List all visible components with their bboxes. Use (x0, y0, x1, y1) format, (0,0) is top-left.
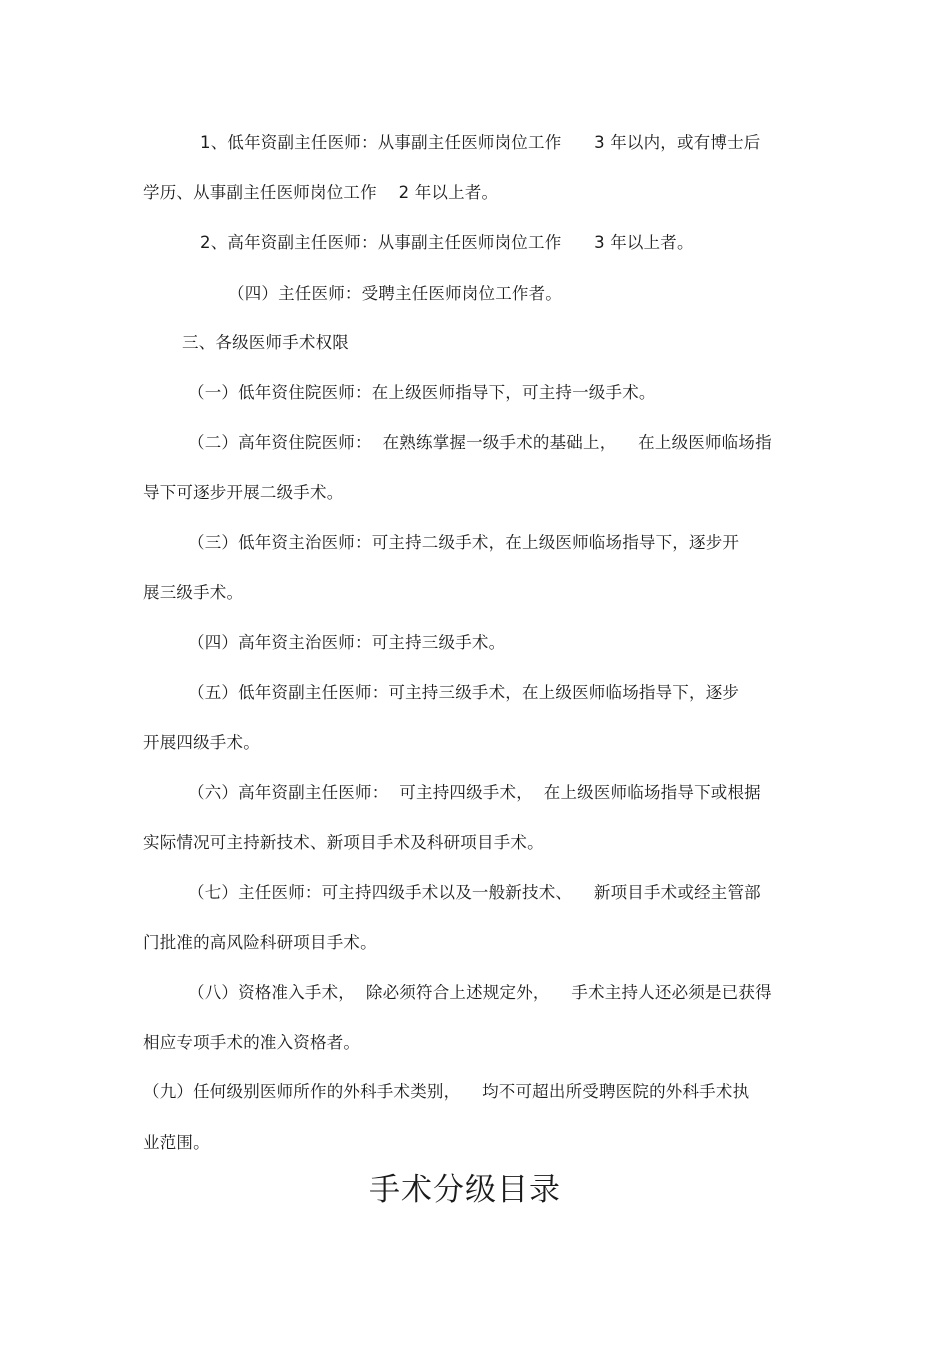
text-line: 1、低年资副主任医师：从事副主任医师岗位工作 3 年以内，或有博士后 (200, 133, 761, 152)
text-line: 导下可逐步开展二级手术。 (143, 483, 344, 502)
text-line: （九）任何级别医师所作的外科手术类别， 均不可超出所受聘医院的外科手术执 (143, 1082, 750, 1101)
text-line: 相应专项手术的准入资格者。 (143, 1033, 361, 1052)
text-line: （七）主任医师：可主持四级手术以及一般新技术、 新项目手术或经主管部 (188, 883, 761, 902)
section-title: 手术分级目录 (369, 1172, 561, 1208)
text-line: （一）低年资住院医师：在上级医师指导下，可主持一级手术。 (188, 383, 656, 402)
text-line: （六）高年资副主任医师： 可主持四级手术， 在上级医师临场指导下或根据 (188, 783, 761, 802)
text-line: （四）高年资主治医师：可主持三级手术。 (188, 633, 506, 652)
text-line: 业范围。 (143, 1133, 210, 1152)
text-line: （四）主任医师：受聘主任医师岗位工作者。 (228, 284, 562, 303)
text-line: （三）低年资主治医师：可主持二级手术，在上级医师临场指导下，逐步开 (188, 533, 740, 552)
section-heading: 三、各级医师手术权限 (182, 333, 349, 352)
text-line: （八）资格准入手术， 除必须符合上述规定外， 手术主持人还必须是已获得 (188, 983, 772, 1002)
text-line: 实际情况可主持新技术、新项目手术及科研项目手术。 (143, 833, 544, 852)
text-line: 开展四级手术。 (143, 733, 260, 752)
text-line: （二）高年资住院医师： 在熟练掌握一级手术的基础上， 在上级医师临场指 (188, 433, 772, 452)
text-line: 展三级手术。 (143, 583, 244, 602)
text-line: 学历、从事副主任医师岗位工作 2 年以上者。 (143, 183, 499, 202)
text-line: （五）低年资副主任医师：可主持三级手术，在上级医师临场指导下，逐步 (188, 683, 740, 702)
text-line: 门批准的高风险科研项目手术。 (143, 933, 377, 952)
text-line: 2、高年资副主任医师：从事副主任医师岗位工作 3 年以上者。 (200, 233, 694, 252)
